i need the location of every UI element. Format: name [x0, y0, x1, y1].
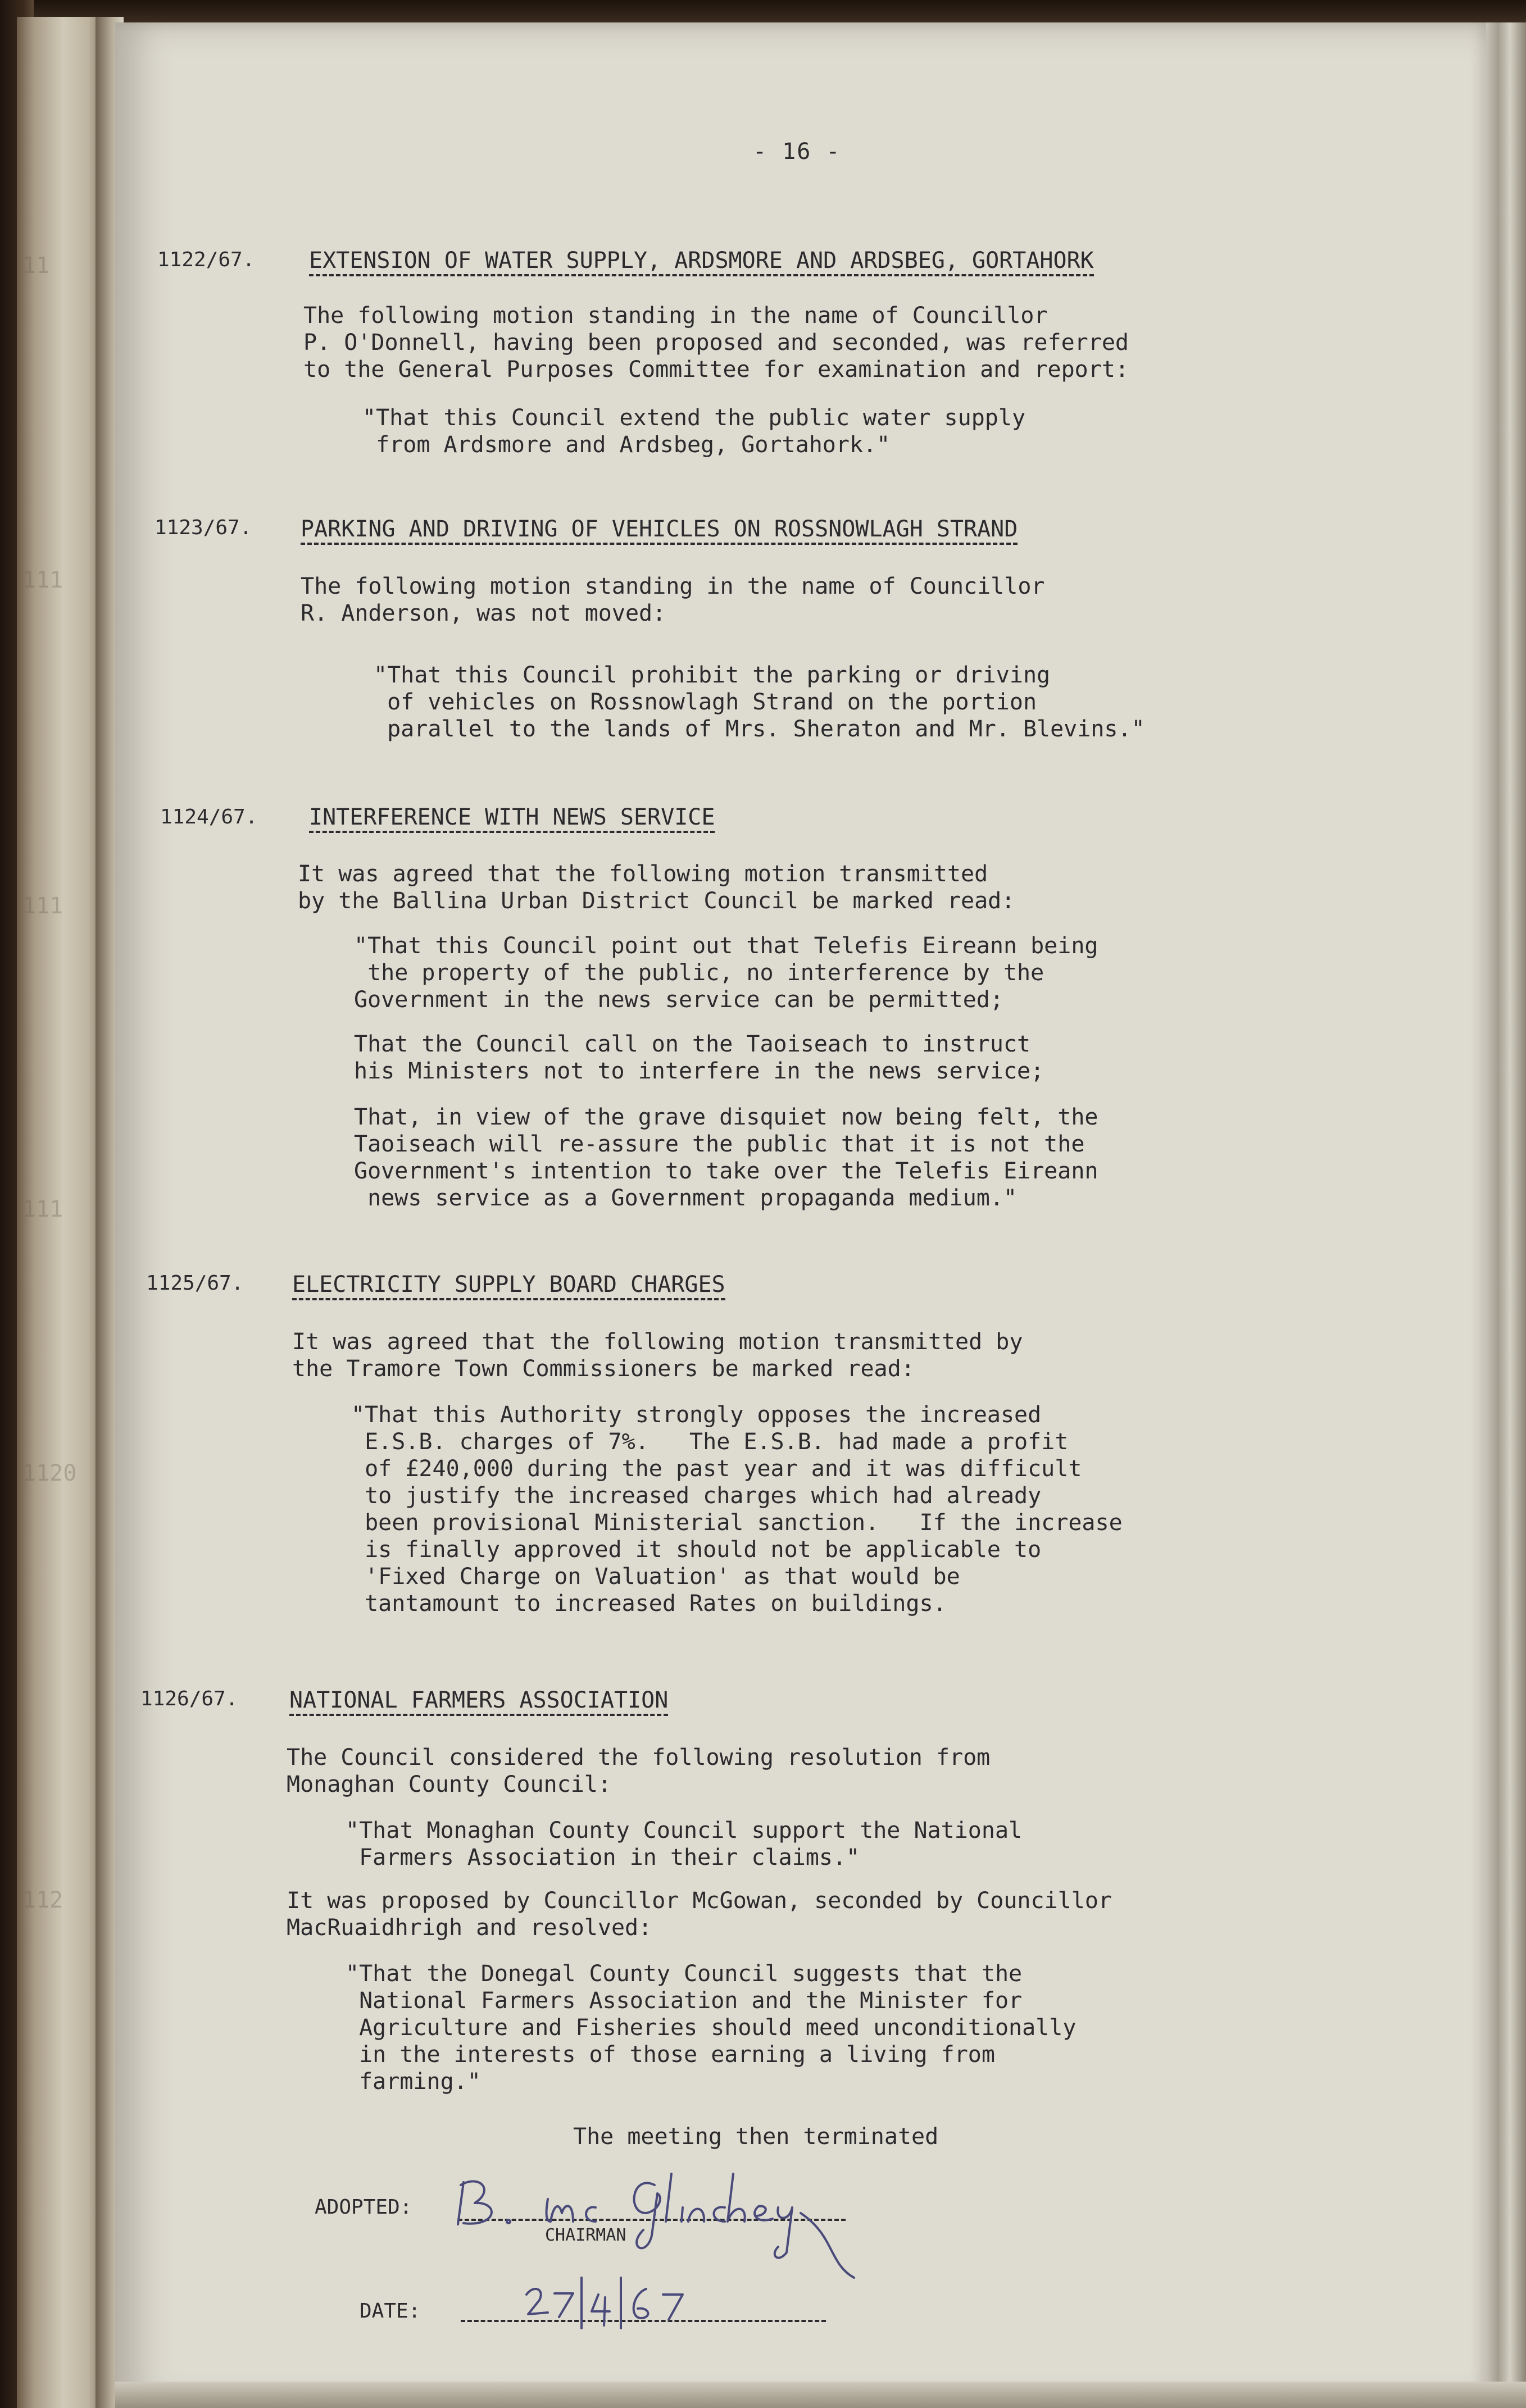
page-stack-edge [1486, 22, 1526, 2408]
motion-quote: "That the Donegal County Council suggests that the National Farmers Association and the Minister for Agriculture and Fisheries should meed unconditionally in the interests of those earning a living from farming." [346, 1961, 1077, 2095]
chairman-label: CHAIRMAN [545, 2225, 626, 2245]
item-heading: INTERFERENCE WITH NEWS SERVICE [309, 805, 715, 833]
handwritten-date [520, 2272, 711, 2334]
closing-line: The meeting then terminated [573, 2124, 939, 2150]
item-paragraph: It was proposed by Councillor McGowan, seconded by Councillor MacRuaidhrigh and resolved: [287, 1888, 1112, 1941]
item-heading: PARKING AND DRIVING OF VEHICLES ON ROSSNOWLAGH STRAND [301, 517, 1018, 545]
motion-quote: "That Monaghan County Council support the National Farmers Association in their claims." [346, 1818, 1023, 1870]
motion-quote: That the Council call on the Taoiseach to instruct his Ministers not to interfere in the news service; [354, 1031, 1044, 1084]
item-paragraph: The following motion standing in the name of Councillor P. O'Donnell, having been proposed and seconded, was referred to the General Purposes Committee for examination and report: [303, 303, 1129, 383]
item-ref: 1123/67. [155, 516, 252, 539]
item-heading: ELECTRICITY SUPPLY BOARD CHARGES [292, 1272, 725, 1300]
ghost-mark: 111 [22, 1196, 63, 1222]
ghost-mark: 111 [22, 893, 63, 919]
page-number: - 16 - [753, 139, 841, 165]
ghost-mark: 111 [22, 567, 63, 593]
ghost-mark: 11 [22, 253, 50, 279]
item-ref: 1126/67. [140, 1687, 238, 1710]
item-ref: 1125/67. [146, 1272, 244, 1295]
ghost-mark: 112 [22, 1887, 63, 1913]
item-ref: 1124/67. [160, 805, 258, 829]
date-label: DATE: [360, 2300, 421, 2323]
item-ref: 1122/67. [157, 248, 255, 271]
minutes-content [115, 22, 1486, 2408]
ghost-mark: 1120 [22, 1460, 77, 1486]
motion-quote: "That this Council point out that Telefis Eireann being the property of the public, no interference by the Government in the news service can be permitted; [354, 933, 1098, 1013]
item-paragraph: It was agreed that the following motion transmitted by the Tramore Town Commissioners be marked read: [292, 1329, 1023, 1382]
motion-quote: "That this Council prohibit the parking or driving of vehicles on Rossnowlagh Strand on the portion parallel to the lands of Mrs. Sheraton and Mr. Blevins." [374, 662, 1145, 742]
item-heading: NATIONAL FARMERS ASSOCIATION [289, 1688, 668, 1716]
motion-quote: "That this Council extend the public water supply from Ardsmore and Ardsbeg, Gortahork." [362, 405, 1026, 458]
top-shadow [0, 0, 1526, 22]
item-paragraph: It was agreed that the following motion transmitted by the Ballina Urban District Council be marked read: [298, 861, 1015, 914]
motion-quote: "That this Authority strongly opposes the increased E.S.B. charges of 7%. The E.S.B. had made a profit of £240,000 during the past year and it was difficult to justify the increased charges which had already been provisional Ministerial sanction. If the increase is finally approved it should not be applicable to 'Fixed Charge on Valuation' as that would be tantamount to increased Rates on buildings. [351, 1402, 1123, 1617]
adopted-label: ADOPTED: [315, 2196, 412, 2219]
chairman-signature [441, 2151, 879, 2286]
motion-quote: That, in view of the grave disquiet now being felt, the Taoiseach will re-assure the public that it is not the Government's intention to take over the Telefis Eireann news service as a Government propaganda medium." [354, 1104, 1098, 1211]
facing-page-edge [17, 17, 101, 2408]
item-heading: EXTENSION OF WATER SUPPLY, ARDSMORE AND ARDSBEG, GORTAHORK [309, 248, 1094, 276]
item-paragraph: The Council considered the following resolution from Monaghan County Council: [287, 1745, 991, 1797]
item-paragraph: The following motion standing in the name of Councillor R. Anderson, was not moved: [301, 573, 1045, 626]
